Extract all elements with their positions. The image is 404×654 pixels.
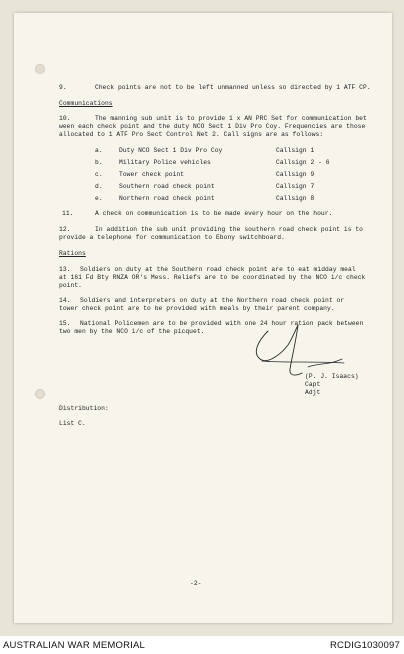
- para-14-line: Soldiers and interpreters on duty at the Northern road check point or: [80, 297, 345, 304]
- record-id: RCDIG1030097: [330, 640, 400, 651]
- document-page: [14, 13, 392, 623]
- signatory-rank: Capt: [305, 381, 321, 388]
- para-9-text: Check points are not to be left unmanned unless so directed by 1 ATF CP.: [95, 84, 371, 91]
- para-14-line: tower check point are to be provided with meals by their parent company.: [59, 305, 335, 312]
- para-12-line: In addition the sub unit providing the southern road check point is to: [95, 226, 364, 233]
- handwritten-signature: [252, 323, 352, 389]
- callsign-letter: a.: [95, 147, 103, 154]
- callsign-label: Duty NCO Sect 1 Div Pro Coy: [119, 147, 223, 154]
- para-12-line: provide a telephone for communication to Ebony switchboard.: [59, 234, 285, 241]
- distribution-list: List C.: [59, 420, 86, 427]
- page-number: -2-: [190, 580, 202, 587]
- para-9-number: 9.: [59, 84, 67, 91]
- callsign-letter: c.: [95, 171, 103, 178]
- para-13-number: 13.: [59, 266, 71, 273]
- callsign-value: Callsign 1: [276, 147, 315, 154]
- para-10-number: 10.: [59, 115, 71, 122]
- para-11-number: 11.: [62, 210, 74, 217]
- callsign-label: Military Police vehicles: [119, 159, 211, 166]
- para-10-line: ween each check point and the duty NCO Sect 1 Div Pro Coy. Frequencies are those: [59, 123, 366, 130]
- callsign-letter: e.: [95, 195, 103, 202]
- archive-footer: [0, 636, 404, 654]
- punch-hole: [35, 64, 45, 74]
- para-15-line: National Policemen are to be provided with one 24 hour ration pack between: [80, 320, 364, 327]
- signatory-name: (P. J. Isaacs): [305, 373, 359, 380]
- para-14-number: 14.: [59, 297, 71, 304]
- archive-name: AUSTRALIAN WAR MEMORIAL: [3, 640, 146, 651]
- rations-heading: Rations: [59, 250, 86, 257]
- para-15-line: two men by the NCO i/c of the picquet.: [59, 328, 205, 335]
- para-10-line: allocated to 1 ATF Pro Sect Control Net 2. Call signs are as follows:: [59, 131, 324, 138]
- callsign-letter: d.: [95, 183, 103, 190]
- callsign-label: Tower check point: [119, 171, 185, 178]
- para-13-line: point.: [59, 282, 82, 289]
- callsign-letter: b.: [95, 159, 103, 166]
- para-15-number: 15.: [59, 320, 71, 327]
- para-10-line: The manning sub unit is to provide 1 x AN PRC Set for communication bet: [95, 115, 367, 122]
- signatory-appointment: Adjt: [305, 389, 321, 396]
- para-13-line: Soldiers on duty at the Southern road check point are to eat midday meal: [80, 266, 356, 273]
- callsign-value: Callsign 9: [276, 171, 315, 178]
- callsign-label: Southern road check point: [119, 183, 215, 190]
- callsign-value: Callsign 2 - 6: [276, 159, 330, 166]
- callsign-value: Callsign 8: [276, 195, 315, 202]
- callsign-value: Callsign 7: [276, 183, 315, 190]
- distribution-heading: Distribution:: [59, 405, 109, 412]
- communications-heading: Communications: [59, 100, 113, 107]
- para-12-number: 12.: [59, 226, 71, 233]
- punch-hole: [35, 389, 45, 399]
- para-13-line: at 161 Fd Bty RNZA OR's Mess. Reliefs are to be coordinated by the NCO i/c check: [59, 274, 366, 281]
- para-11-text: A check on communication is to be made every hour on the hour.: [95, 210, 333, 217]
- callsign-label: Northern road check point: [119, 195, 215, 202]
